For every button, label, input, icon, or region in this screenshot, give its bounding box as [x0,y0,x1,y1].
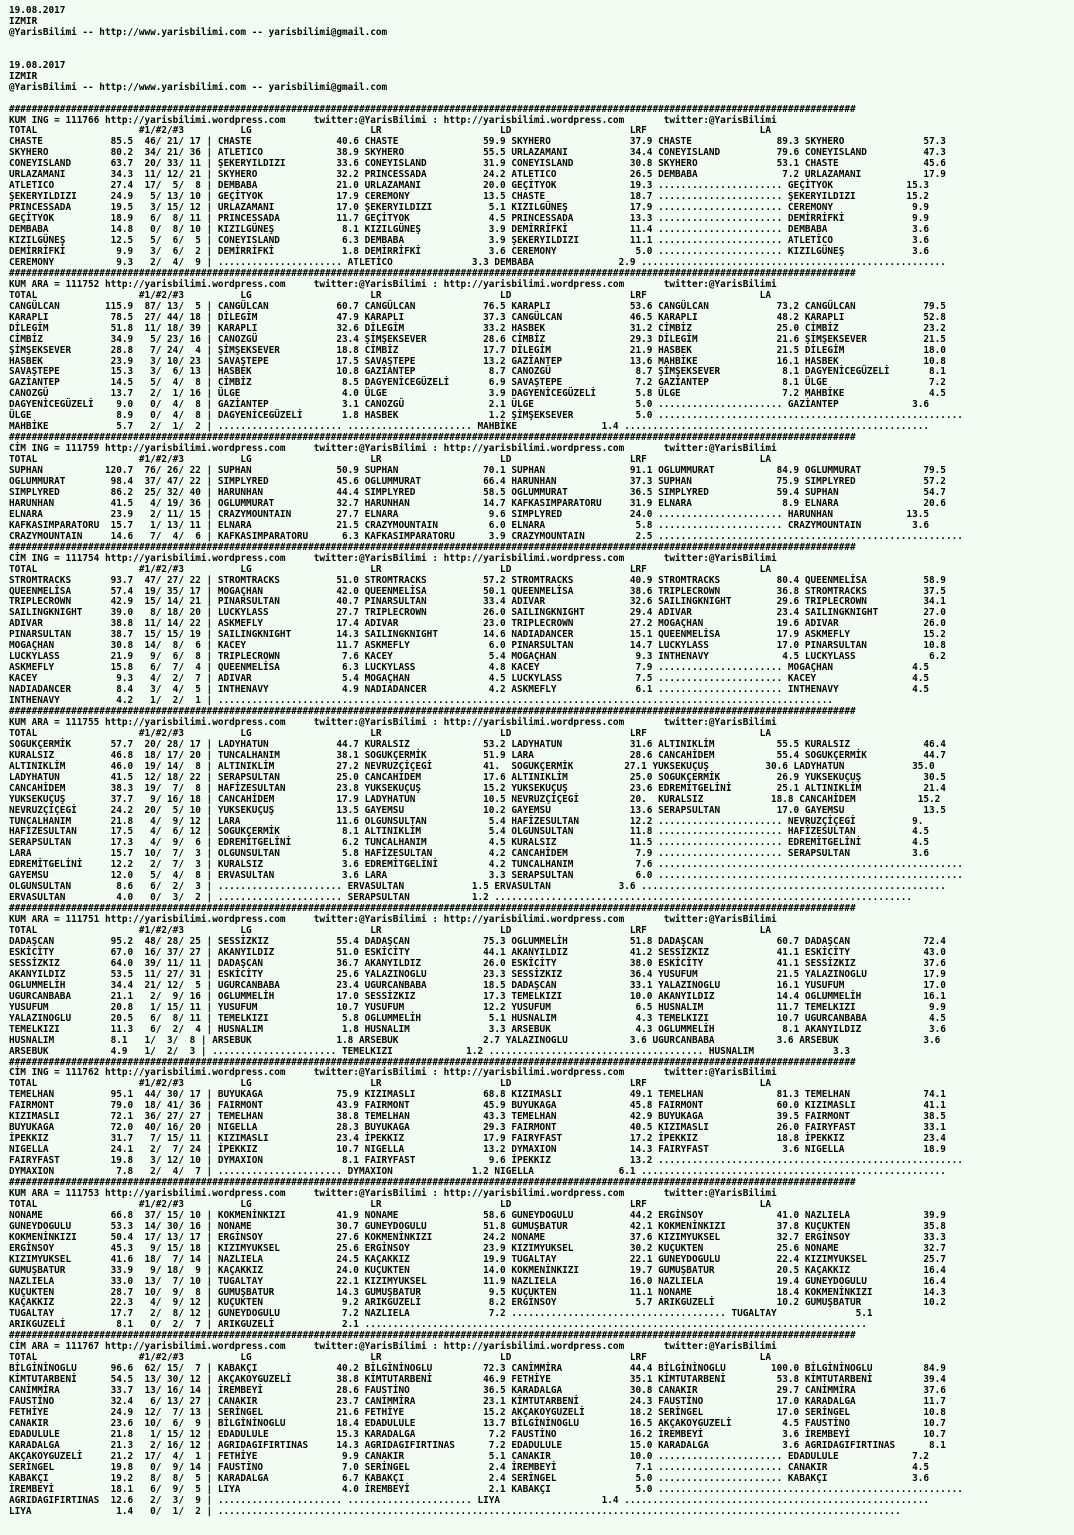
result-row: FAIRMONT 79.0 18/ 41/ 36 | FAIRMONT 43.9 FAIRMONT 45.9 BUYUKAGA 45.8 FAIRMONT 60.0 KIZIMASLI 41.1 [9,1100,946,1112]
result-row: DYMAXION 7.8 2/ 4/ 7 | ...................... DYMAXION 1.2 NIGELLA 6.1 ...................................................... [9,1166,946,1178]
text-line: @YarisBilimi -- http://www.yarisbilimi.com -- yarisbilimi@gmail.com [9,26,388,38]
section-separator: ###################################################################################################################################################### [9,1056,856,1068]
result-row: KUÇUKTEN 28.7 10/ 9/ 8 | GUMUŞBATUR 14.3 GUMUŞBATUR 9.5 KUÇUKTEN 11.1 NONAME 18.4 KOKMENİNKIZI 14.3 [9,1286,946,1298]
result-row: CANİMMİRA 33.7 13/ 16/ 14 | İREMBEYİ 28.6 FAUSTİNO 36.5 KARADALGA 30.8 CANAKIR 29.7 CANİMMİRA 37.6 [9,1385,946,1397]
result-row: ŞEKERYILDIZI 24.9 5/ 13/ 10 | GEÇİTYOK 17.9 CEREMONY 13.5 CHASTE 18.7 ...................... ŞEKERYILDIZI 15.2 [9,191,930,203]
result-row: LADYHATUN 41.5 12/ 18/ 22 | SERAPSULTAN 25.0 CANCAHİDEM 17.6 ALTINIKLİM 25.0 SOGUKÇERMİK 26.9 YUKSEKUÇUŞ 30.5 [9,771,946,783]
race-header-line: CİM ARA = 111767 http://yarisbilimi.wordpress.com twitter:@YarisBilimi : http://yarisbilimi.wordpress.com twitter:@YarisBilimi [9,1341,777,1353]
result-row: GAZİANTEP 14.5 5/ 4/ 8 | CİMBİZ 8.5 DAGYENİCEGÜZELİ 6.9 SAVAŞTEPE 7.2 GAZİANTEP 8.1 ÜLGE 7.2 [9,377,946,389]
result-row: SKYHERO 80.2 34/ 21/ 36 | ATLETICO 38.9 SKYHERO 55.5 URLAZAMANI 34.4 CONEYISLAND 79.6 CONEYISLAND 47.3 [9,147,946,159]
result-row: TEMELKIZI 11.3 6/ 2/ 4 | HUSNALIM 1.8 HUSNALIM 3.3 ARSEBUK 4.3 OGLUMMELİH 8.1 AKANYILDIZ 3.6 [9,1023,946,1035]
race-header-line: KUM ARA = 111751 http://yarisbilimi.wordpress.com twitter:@YarisBilimi : http://yarisbilimi.wordpress.com twitter:@YarisBilimi [9,914,777,926]
result-row: CANGÜLCAN 115.9 87/ 13/ 5 | CANGÜLCAN 60.7 CANGÜLCAN 76.5 KARAPLI 53.6 CANGÜLCAN 73.2 CANGÜLCAN 79.5 [9,300,946,312]
result-row: KIZILGÜNEŞ 12.5 5/ 6/ 5 | CONEYISLAND 6.3 DEMBABA 3.9 ŞEKERYILDIZI 11.1 ...................... ATLETİCO 3.6 [9,235,930,247]
section-separator: ###################################################################################################################################################### [9,432,856,444]
result-row: SAVAŞTEPE 15.3 3/ 6/ 13 | HASBEK 10.8 GAZİANTEP 8.7 CANOZGÜ 8.7 ŞİMŞEKSEVER 8.1 DAGYENİCEGÜZELİ 8.1 [9,366,946,378]
section-separator: ###################################################################################################################################################### [9,706,856,717]
section-separator: ###################################################################################################################################################### [9,1176,856,1188]
column-header-line: TOTAL #1/#2/#3 LG LR LD LRF LA [9,454,771,466]
section-separator: ###################################################################################################################################################### [9,903,856,915]
result-row: GUNEYDOGULU 53.3 14/ 30/ 16 | NONAME 30.7 GUNEYDOGULU 51.8 GUMUŞBATUR 42.1 KOKMENİNKIZI 37.8 KUÇUKTEN 35.8 [9,1220,946,1232]
result-row: OLGUNSULTAN 8.6 6/ 2/ 3 | ...................... ERVASULTAN 1.5 ERVASULTAN 3.6 ...................................................... [9,881,946,893]
result-row: KARADALGA 21.3 2/ 16/ 12 | AGRIDAGIFIRTINAS 14.3 AGRIDAGIFIRTINAS 7.2 EDADULULE 15.0 KARADALGA 3.6 AGRIDAGIFIRTINAS 8.1 [9,1439,946,1451]
text-line: IZMIR [9,70,38,82]
result-row: FAIRYFAST 19.8 3/ 12/ 10 | DYMAXION 8.1 FAIRYFAST 9.6 İPEKKIZ 13.2 ...................................................... [9,1155,963,1167]
result-row: STROMTRACKS 93.7 47/ 27/ 22 | STROMTRACKS 51.0 STROMTRACKS 57.2 STROMTRACKS 40.9 STROMTRACKS 80.4 QUEENMELİSA 58.9 [9,574,946,586]
result-row: CRAZYMOUNTAIN 14.6 7/ 4/ 6 | KAFKASIMPARATORU 6.3 KAFKASIMPARATORU 3.9 CRAZYMOUNTAIN 2.5 ...................................................... [9,530,963,542]
result-row: BİLGİNİNOGLU 96.6 62/ 15/ 7 | KABAKÇI 40.2 BİLGİNİNOGLU 72.3 CANİMMİRA 44.4 BİLGİNİNOGLU 100.0 BİLGİNİNOGLU 84.9 [9,1363,946,1375]
result-row: CONEYISLAND 63.7 20/ 33/ 11 | ŞEKERYILDIZI 33.6 CONEYISLAND 31.9 CONEYISLAND 30.8 SKYHERO 53.1 CHASTE 45.6 [9,158,946,170]
result-row: MAHBİKE 5.7 2/ 1/ 2 | ...................... ...................... MAHBİKE 1.4 ...................................................... [9,421,930,433]
result-row: QUEENMELİSA 57.4 19/ 35/ 17 | MOGAÇHAN 42.0 QUEENMELİSA 50.1 QUEENMELİSA 38.6 TRIPLECROWN 36.8 STROMTRACKS 37.5 [9,585,946,597]
race-header-line: KUM ARA = 111753 http://yarisbilimi.wordpress.com twitter:@YarisBilimi : http://yarisbilimi.wordpress.com twitter:@YarisBilimi [9,1187,777,1199]
text-line: IZMIR [9,15,38,27]
result-row: CİMBİZ 34.9 5/ 23/ 16 | CANOZGÜ 23.4 ŞİMŞEKSEVER 28.6 CİMBİZ 29.3 DİLEGİM 21.6 ŞİMŞEKSEVER 21.5 [9,333,946,345]
result-row: ARIKGUZELİ 8.1 0/ 2/ 7 | ARIKGUZELİ 2.1 ......................................................................................... [9,1319,867,1331]
column-header-line: TOTAL #1/#2/#3 LG LR LD LRF LA [9,125,771,137]
race-header-line: KUM ING = 111766 http://yarisbilimi.wordpress.com twitter:@YarisBilimi : http://yarisbilimi.wordpress.com twitter:@YarisBilimi [9,114,777,126]
result-row: KARAPLI 78.5 27/ 44/ 18 | DİLEGİM 47.9 KARAPLI 37.3 CANGÜLCAN 46.5 KARAPLI 48.2 KARAPLI 52.8 [9,311,946,323]
column-header-line: TOTAL #1/#2/#3 LG LR LD LRF LA [9,563,771,575]
result-row: OGLUMMELİH 34.4 21/ 12/ 5 | UGURCANBABA 23.4 UGURCANBABA 18.5 DADAŞCAN 33.1 YALAZINOGLU 16.1 YUSUFUM 17.0 [9,979,946,991]
result-row: AKANYILDIZ 53.5 11/ 27/ 31 | ESKİCİTY 25.6 YALAZINOGLU 23.3 SESSİZKIZ 36.4 YUSUFUM 21.5 YALAZINOGLU 17.9 [9,968,946,980]
result-row: ARSEBUK 4.9 1/ 2/ 3 | ...................... TEMELKIZI 1.2 ...................................... HUSNALIM 3.3 [9,1045,850,1057]
section-separator: ###################################################################################################################################################### [9,1330,856,1342]
result-row: DEMBABA 14.8 0/ 8/ 10 | KIZILGÜNEŞ 8.1 KIZILGÜNEŞ 3.9 DEMİRRİFKİ 11.4 ...................... DEMBABA 3.6 [9,224,930,236]
result-row: ERVASULTAN 4.0 0/ 3/ 2 | ...................... SERAPSULTAN 1.2 .......................................................................... [9,892,913,904]
result-row: ÜLGE 8.9 0/ 4/ 8 | DAGYENİCEGÜZELİ 1.8 HASBEK 1.2 ŞİMŞEKSEVER 5.0 ...................................................... [9,410,963,422]
result-row: KAÇAKKIZ 22.3 4/ 9/ 12 | KUÇUKTEN 9.2 ARIKGUZELİ 8.2 ERGİNSOY 5.7 ARIKGUZELİ 10.2 GUMUŞBATUR 10.2 [9,1297,946,1309]
result-row: NAZLIELA 33.0 13/ 7/ 10 | TUGALTAY 22.1 KIZIMYUKSEL 11.9 NAZLIELA 16.0 NAZLIELA 19.4 GUNEYDOGULU 16.4 [9,1275,946,1287]
text-line: 19.08.2017 [9,5,66,16]
result-row: TUGALTAY 17.7 2/ 8/ 12 | GUNEYDOGULU 7.2 NAZLIELA 7.2 ...................................... TUGALTAY 5.1 [9,1308,873,1320]
section-separator: ###################################################################################################################################################### [9,541,856,553]
result-row: YALAZINOGLU 20.5 6/ 8/ 11 | TEMELKIZI 5.8 OGLUMMELİH 5.1 HUSNALIM 4.3 TEMELKIZI 10.7 UGURCANBABA 4.5 [9,1012,946,1024]
result-row: SERAPSULTAN 17.3 4/ 9/ 6 | EDREMİTGELİNİ 6.2 TUNCALHANIM 4.5 KURALSIZ 11.5 ...................... EDREMİTGELİNİ 4.5 [9,837,930,849]
result-row: PINARSULTAN 38.7 15/ 15/ 19 | SAILINGKNIGHT 14.3 SAILINGKNIGHT 14.6 NADIADANCER 15.1 QUEENMELİSA 17.9 ASKMEFLY 15.2 [9,629,946,641]
result-row: TUNCALHANIM 21.8 4/ 9/ 12 | LARA 11.6 OLGUNSULTAN 5.4 HAFİZESULTAN 12.2 ...................... NEVRUZÇİÇEGİ 9. [9,815,924,827]
result-row: ELNARA 23.9 2/ 11/ 15 | CRAZYMOUNTAIN 27.7 ELNARA 9.6 SIMPLYRED 24.0 ...................... HARUNHAN 13.5 [9,508,930,520]
column-header-line: TOTAL #1/#2/#3 LG LR LD LRF LA [9,289,771,301]
result-row: DADAŞCAN 95.2 48/ 28/ 25 | SESSİZKIZ 55.4 DADAŞCAN 75.3 OGLUMMELİH 51.8 DADAŞCAN 60.7 DADAŞCAN 72.4 [9,936,946,948]
result-row: KACEY 9.3 4/ 2/ 7 | ADIVAR 5.4 MOGAÇHAN 4.5 LUCKYLASS 7.5 ...................... KACEY 4.5 [9,673,930,685]
section-separator: ###################################################################################################################################################### [9,103,856,115]
result-row: LARA 15.7 10/ 7/ 3 | OLGUNSULTAN 5.8 HAFİZESULTAN 4.2 CANCAHİDEM 7.9 ...................... SERAPSULTAN 3.6 [9,848,930,860]
result-row: BUYUKAGA 72.0 40/ 16/ 20 | NIGELLA 28.3 BUYUKAGA 29.3 FAIRMONT 40.5 KIZIMASLI 26.0 FAIRYFAST 33.1 [9,1122,946,1134]
result-row: YUKSEKUÇUŞ 37.7 9/ 16/ 18 | CANCAHİDEM 17.9 LADYHATUN 10.5 NEVRUZÇİÇEGİ 20. KURALSIZ 18.8 CANCAHİDEM 15.2 [9,793,941,805]
result-row: KURALSIZ 46.8 18/ 17/ 20 | TUNCALHANIM 38.1 SOGUKÇERMİK 51.9 LARA 28.6 CANCAHİDEM 55.4 SOGUKÇERMİK 44.7 [9,749,946,761]
result-row: DAGYENİCEGÜZELİ 9.0 0/ 4/ 8 | GAZİANTEP 3.1 CANOZGÜ 2.1 ÜLGE 5.0 ...................... GAZİANTEP 3.6 [9,399,930,411]
column-header-line: TOTAL #1/#2/#3 LG LR LD LRF LA [9,1078,771,1090]
result-row: TEMELHAN 95.1 44/ 30/ 17 | BUYUKAGA 75.9 KIZIMASLI 68.8 KIZIMASLI 49.1 TEMELHAN 81.3 TEMELHAN 74.1 [9,1089,946,1101]
column-header-line: TOTAL #1/#2/#3 LG LR LD LRF LA [9,727,771,739]
text-line: 19.08.2017 [9,59,66,71]
result-row: KABAKÇI 19.2 8/ 8/ 5 | KARADALGA 6.7 KABAKÇI 2.4 SERİNGEL 5.0 ...................... KABAKÇI 3.6 [9,1472,930,1484]
result-row: NEVRUZÇİÇEGİ 24.2 20/ 5/ 10 | YUKSEKUÇUŞ 13.5 GAYEMSU 10.2 GAYEMSU 13.6 SERAPSULTAN 17.0 GAYEMSU 13.5 [9,804,946,816]
result-row: KIZIMASLI 72.1 36/ 27/ 27 | TEMELHAN 38.8 TEMELHAN 43.3 TEMELHAN 42.9 BUYUKAGA 39.5 FAIRMONT 38.5 [9,1111,946,1123]
result-row: SOGUKÇERMİK 57.7 20/ 28/ 17 | LADYHATUN 44.7 KURALSIZ 53.2 LADYHATUN 31.6 ALTINIKLİM 55.5 KURALSIZ 46.4 [9,738,946,750]
result-row: CEREMONY 9.3 2/ 4/ 9 | ...................... ATLETİCO 3.3 DEMBABA 2.9 ...................................................... [9,256,946,268]
result-row: OGLUMMURAT 98.4 37/ 47/ 22 | SIMPLYRED 45.6 OGLUMMURAT 66.4 HARUNHAN 37.3 SUPHAN 75.9 SIMPLYRED 57.2 [9,475,946,487]
result-row: HUSNALIM 8.1 1/ 3/ 8 | ARSEBUK 1.8 ARSEBUK 2.7 YALAZINOGLU 3.6 UGURCANBABA 3.6 ARSEBUK 3.6 [9,1034,941,1046]
result-row: PRINCESSADA 19.5 3/ 15/ 12 | URLAZAMANI 17.0 ŞEKERYILDIZI 5.1 KIZILGÜNEŞ 17.9 ...................... CEREMONY 9.9 [9,202,930,214]
result-row: DEMİRRİFKİ 9.9 3/ 6/ 2 | DEMİRRİFKİ 1.8 DEMİRRİFKİ 3.6 CEREMONY 5.0 ...................... KIZILGÜNEŞ 3.6 [9,245,930,257]
column-header-line: TOTAL #1/#2/#3 LG LR LD LRF LA [9,925,771,937]
result-row: INTHENAVY 4.2 1/ 2/ 1 | ............................................................................................................. [9,695,834,707]
result-row: ALTINIKLİM 46.0 19/ 14/ 8 | ALTINIKLİM 27.2 NEVRUZÇİÇEGİ 41. SOGUKÇERMİK 27.1 YUKSEKUÇUŞ 30.6 LADYHATUN 35.0 [9,760,935,772]
result-row: HASBEK 23.9 3/ 10/ 23 | SAVAŞTEPE 17.5 SAVAŞTEPE 13.2 GAZİANTEP 13.6 MAHBİKE 16.1 HASBEK 10.8 [9,355,946,367]
race-header-line: CİM ING = 111759 http://yarisbilimi.wordpress.com twitter:@YarisBilimi : http://yarisbilimi.wordpress.com twitter:@YarisBilimi [9,443,777,455]
result-row: CANCAHİDEM 38.3 19/ 7/ 8 | HAFİZESULTAN 23.8 YUKSEKUÇUŞ 15.2 YUKSEKUÇUŞ 23.6 EDREMİTGELİNİ 25.1 ALTINIKLİM 21.4 [9,782,946,794]
text-line: @YarisBilimi -- http://www.yarisbilimi.com -- yarisbilimi@gmail.com [9,81,388,93]
column-header-line: TOTAL #1/#2/#3 LG LR LD LRF LA [9,1198,771,1210]
result-row: CANOZGÜ 13.7 2/ 1/ 16 | ÜLGE 4.0 ÜLGE 3.9 DAGYENİCEGÜZELİ 5.8 ÜLGE 7.2 MAHBİKE 4.5 [9,388,946,400]
result-row: GUMUŞBATUR 33.9 9/ 18/ 9 | KAÇAKKIZ 24.0 KUÇUKTEN 14.0 KOKMENİNKIZI 19.7 GUMUŞBATUR 20.5 KAÇAKKIZ 16.4 [9,1264,946,1276]
result-row: İREMBEYİ 18.1 6/ 9/ 5 | LIYA 4.0 İREMBEYİ 2.1 KABAKÇI 5.0 ...................................................... [9,1483,963,1495]
result-row: KIZIMYUKSEL 41.6 18/ 7/ 14 | NAZLIELA 24.5 KAÇAKKIZ 19.9 TUGALTAY 22.1 GUNEYDOGULU 22.4 KIZIMYUKSEL 25.7 [9,1253,946,1265]
result-row: SIMPLYRED 86.2 25/ 32/ 40 | HARUNHAN 44.4 SIMPLYRED 58.5 OGLUMMURAT 36.5 SIMPLYRED 59.4 SUPHAN 54.7 [9,486,946,498]
result-row: FAUSTİNO 32.4 6/ 13/ 27 | CANAKIR 23.7 CANİMMİRA 23.1 KİMTUTARBENİ 24.3 FAUSTİNO 17.0 KARADALGA 11.7 [9,1396,946,1408]
result-row: SESSİZKIZ 64.0 39/ 11/ 11 | DADAŞCAN 36.7 AKANYILDIZ 26.0 ESKİCİTY 38.0 ESKİCİTY 41.1 SESSİZKIZ 37.6 [9,957,946,969]
result-row: URLAZAMANI 34.3 11/ 12/ 21 | SKYHERO 32.2 PRINCESSADA 24.2 ATLETICO 26.5 DEMBABA 7.2 URLAZAMANI 17.9 [9,169,946,181]
result-row: MOGAÇHAN 30.8 14/ 8/ 6 | KACEY 11.7 ASKMEFLY 6.0 PINARSULTAN 14.7 LUCKYLASS 17.0 PINARSULTAN 10.8 [9,640,946,652]
result-row: HARUNHAN 41.5 4/ 19/ 36 | OGLUMMURAT 32.7 HARUNHAN 14.7 KAFKASIMPARATORU 31.9 ELNARA 8.9 ELNARA 20.6 [9,497,946,509]
result-row: UGURCANBABA 21.1 2/ 9/ 16 | OGLUMMELİH 17.0 SESSİZKIZ 17.3 TEMELKIZI 10.0 AKANYILDIZ 14.4 OGLUMMELİH 16.1 [9,990,946,1002]
result-row: ŞİMŞEKSEVER 28.8 7/ 24/ 4 | ŞİMŞEKSEVER 18.8 CİMBİZ 17.7 DİLEGİM 21.9 HASBEK 21.5 DİLEGİM 18.0 [9,344,946,356]
result-row: ERGİNSOY 45.3 9/ 15/ 18 | KIZIMYUKSEL 25.6 ERGİNSOY 23.9 KIZIMYUKSEL 30.2 KUÇUKTEN 25.6 NONAME 32.7 [9,1242,946,1254]
result-row: HAFİZESULTAN 17.5 4/ 6/ 12 | SOGUKÇERMİK 8.1 ALTINIKLİM 5.4 OLGUNSULTAN 11.8 ...................... HAFİZESULTAN 4.5 [9,826,930,838]
result-row: İPEKKIZ 31.7 7/ 15/ 11 | KIZIMASLI 23.4 İPEKKIZ 17.9 FAIRYFAST 17.2 İPEKKIZ 18.8 İPEKKIZ 23.4 [9,1133,946,1145]
result-row: LIYA 1.4 0/ 1/ 2 | ......................................................................................................................... [9,1505,901,1517]
result-row: NONAME 66.8 37/ 15/ 10 | KOKMENİNKIZI 41.9 NONAME 58.6 GUNEYDOGULU 44.2 ERGİNSOY 41.0 NAZLIELA 39.9 [9,1209,946,1221]
result-row: AKÇAKOYGUZELİ 21.2 17/ 4/ 1 | FETHİYE 9.9 CANAKIR 5.1 CANAKIR 10.0 ...................... EDADULULE 7.2 [9,1450,930,1462]
result-row: TRIPLECROWN 42.9 15/ 14/ 21 | PINARSULTAN 40.7 PINARSULTAN 33.4 ADIVAR 32.6 SAILINGKNIGHT 29.6 TRIPLECROWN 34.1 [9,596,946,608]
result-row: SUPHAN 120.7 76/ 26/ 22 | SUPHAN 50.9 SUPHAN 70.1 SUPHAN 91.1 OGLUMMURAT 84.9 OGLUMMURAT 79.5 [9,465,946,477]
result-row: DİLEGİM 51.8 11/ 18/ 39 | KARAPLI 32.6 DİLEGİM 33.2 HASBEK 31.2 CİMBİZ 25.0 CİMBİZ 23.2 [9,322,946,334]
result-row: GEÇİTYOK 18.9 6/ 8/ 11 | PRINCESSADA 11.7 GEÇİTYOK 4.5 PRINCESSADA 13.3 ...................... DEMİRRİFKİ 9.9 [9,213,930,225]
result-row: LUCKYLASS 21.9 9/ 6/ 8 | TRIPLECROWN 7.6 KACEY 5.4 MOGAÇHAN 9.3 INTHENAVY 4.5 LUCKYLASS 6.2 [9,651,946,663]
column-header-line: TOTAL #1/#2/#3 LG LR LD LRF LA [9,1352,771,1364]
result-row: FETHİYE 24.9 12/ 7/ 13 | SERİNGEL 21.6 FETHİYE 15.2 AKÇAKOYGUZELİ 18.2 SERİNGEL 17.0 SERİNGEL 10.8 [9,1407,946,1418]
result-row: EDREMİTGELİNİ 12.2 2/ 7/ 3 | KURALSIZ 3.6 EDREMİTGELİNİ 4.2 TUNCALHANIM 7.6 ...................................................... [9,859,963,871]
result-row: NIGELLA 24.1 2/ 7/ 24 | İPEKKIZ 10.7 NIGELLA 13.2 DYMAXION 14.3 FAIRYFAST 3.6 NIGELLA 18.9 [9,1144,946,1156]
result-row: ADIVAR 38.8 11/ 14/ 22 | ASKMEFLY 17.4 ADIVAR 23.0 TRIPLECROWN 27.2 MOGAÇHAN 19.6 ADIVAR 26.0 [9,618,946,630]
result-row: KAFKASIMPARATORU 15.7 1/ 13/ 11 | ELNARA 21.5 CRAZYMOUNTAIN 6.0 ELNARA 5.8 ...................... CRAZYMOUNTAIN 3.6 [9,519,930,531]
result-row: YUSUFUM 20.8 1/ 15/ 11 | YUSUFUM 10.7 YUSUFUM 12.2 YUSUFUM 6.5 HUSNALIM 11.7 TEMELKIZI 9.9 [9,1001,946,1013]
result-row: ESKİCİTY 67.0 16/ 37/ 27 | AKANYILDIZ 51.0 ESKİCİTY 44.1 AKANYILDIZ 41.2 SESSİZKIZ 41.1 ESKİCİTY 43.0 [9,946,946,958]
result-row: CHASTE 85.5 46/ 21/ 17 | CHASTE 40.6 CHASTE 59.9 SKYHERO 37.9 CHASTE 89.3 SKYHERO 57.3 [9,136,946,148]
result-row: KOKMENİNKIZI 50.4 17/ 13/ 17 | ERGİNSOY 27.6 KOKMENİNKIZI 24.2 NONAME 37.6 KIZIMYUKSEL 32.7 ERGİNSOY 33.3 [9,1231,946,1243]
result-row: SAILINGKNIGHT 39.0 8/ 18/ 20 | LUCKYLASS 27.7 TRIPLECROWN 26.0 SAILINGKNIGHT 29.4 ADIVAR 23.4 SAILINGKNIGHT 27.0 [9,607,946,619]
race-header-line: CİM ING = 111762 http://yarisbilimi.wordpress.com twitter:@YarisBilimi : http://yarisbilimi.wordpress.com twitter:@YarisBilimi [9,1067,777,1079]
race-header-line: KUM ARA = 111755 http://yarisbilimi.wordpress.com twitter:@YarisBilimi : http://yarisbilimi.wordpress.com twitter:@YarisBilimi [9,716,777,728]
result-row: SERİNGEL 19.8 0/ 9/ 14 | FAUSTİNO 7.0 SERİNGEL 2.4 İREMBEYİ 7.1 ...................... CANAKIR 4.5 [9,1461,930,1473]
race-header-line: KUM ARA = 111752 http://yarisbilimi.wordpress.com twitter:@YarisBilimi : http://yarisbilimi.wordpress.com twitter:@YarisBilimi [9,278,777,290]
result-row: AGRIDAGIFIRTINAS 12.6 2/ 3/ 9 | ...................... ...................... LIYA 1.4 ...................................................... [9,1494,930,1506]
result-row: EDADULULE 21.8 1/ 15/ 12 | EDADULULE 15.3 KARADALGA 7.2 FAUSTİNO 16.2 İREMBEYİ 3.6 İREMBEYİ 10.7 [9,1428,946,1440]
result-row: ATLETICO 27.4 17/ 5/ 8 | DEMBABA 21.0 URLAZAMANI 20.0 GEÇİTYOK 19.3 ...................... GEÇİTYOK 15.3 [9,180,930,192]
result-row: CANAKIR 23.6 10/ 6/ 9 | BİLGİNİNOGLU 18.4 EDADULULE 13.7 BİLGİNİNOGLU 16.5 AKÇAKOYGUZELİ 4.5 FAUSTİNO 10.7 [9,1417,946,1429]
result-row: GAYEMSU 12.0 5/ 4/ 8 | ERVASULTAN 3.6 LARA 3.3 SERAPSULTAN 6.0 ...................................................... [9,870,963,882]
result-row: ASKMEFLY 15.8 6/ 7/ 4 | QUEENMELİSA 6.3 LUCKYLASS 4.8 KACEY 7.9 ...................... MOGAÇHAN 4.5 [9,662,930,674]
result-row: NADIADANCER 8.4 3/ 4/ 5 | INTHENAVY 4.9 NADIADANCER 4.2 ASKMEFLY 6.1 ...................... INTHENAVY 4.5 [9,684,930,696]
section-separator: ###################################################################################################################################################### [9,267,856,279]
race-header-line: CİM ING = 111754 http://yarisbilimi.wordpress.com twitter:@YarisBilimi : http://yarisbilimi.wordpress.com twitter:@YarisBilimi [9,552,777,564]
result-row: KİMTUTARBENİ 54.5 13/ 30/ 12 | AKÇAKOYGUZELİ 38.8 KİMTUTARBENİ 46.9 FETHİYE 35.1 KİMTUTARBENİ 53.8 KİMTUTARBENİ 39.4 [9,1374,946,1386]
